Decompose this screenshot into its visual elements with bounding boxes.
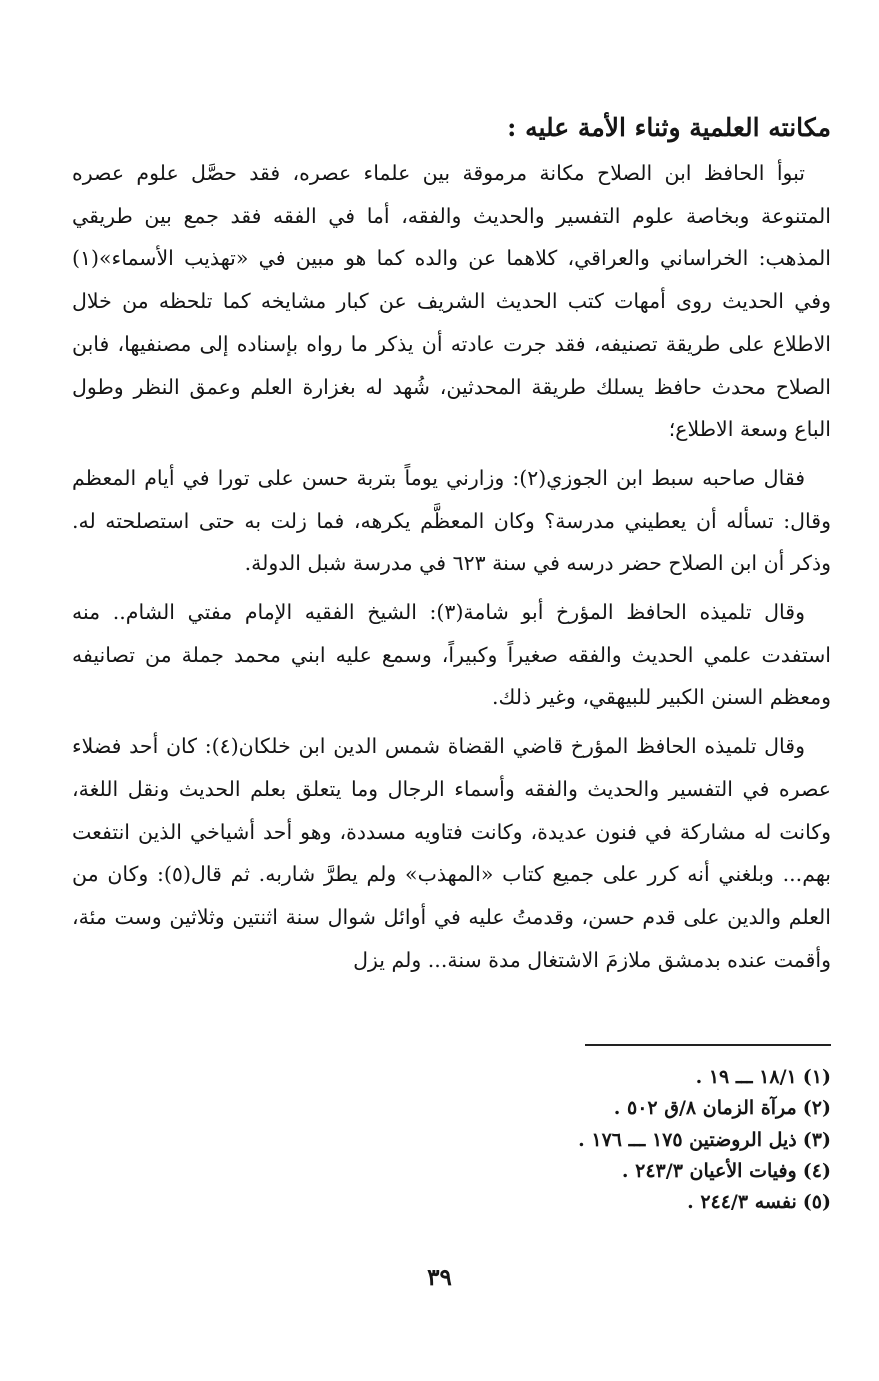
paragraph-sibt-ibn-al-jawzi — [72, 457, 831, 585]
footnote-item — [200, 1093, 831, 1124]
paragraph-ibn-khallikan — [72, 725, 831, 981]
footnote-number: (٤) — [802, 1159, 831, 1182]
paragraph-text: وقال تلميذه الحافظ المؤرخ قاضي القضاة شمس الدين ابن خلكان(٤): كان أحد فضلاء عصره في التفسير والحديث والفقه وأسماء الرجال وما يتعلق بعلم الحديث ونقل اللغة، وكانت له مشاركة في فنون عديدة، وكانت فتاويه مسددة، وهو أحد أشياخي الذين انتفعت بهم... وبلغني أنه كرر على جميع كتاب «المهذب» ولم يطرَّ شاربه. ثم قال(٥): وكان من العلم والدين على قدم حسن، وقدمتُ عليه في أوائل شوال سنة اثنتين وثلاثين وست مئة، وأقمت عنده بدمشق ملازمَ الاشتغال مدة سنة... ولم يزل — [72, 734, 832, 972]
footnote-text: ذيل الروضتين ١٧٥ ـــ ١٧٦ . — [578, 1128, 797, 1151]
footnote-number: (٥) — [802, 1191, 831, 1214]
paragraph-abu-shama — [72, 591, 831, 719]
section-heading: مكانته العلمية وثناء الأمة عليه : — [507, 113, 831, 142]
page-number: ٣٩ — [427, 1264, 452, 1291]
paragraph-standing — [72, 152, 831, 451]
footnote-text: مرآة الزمان ٨/ق ٥٠٢ . — [613, 1097, 797, 1120]
footnote-item — [200, 1062, 831, 1093]
footnote-divider — [585, 1044, 831, 1046]
footnote-item — [200, 1156, 831, 1187]
paragraph-text: وقال تلميذه الحافظ المؤرخ أبو شامة(٣): الشيخ الفقيه الإمام مفتي الشام.. منه استفدت علمي الحديث والفقه صغيراً وكبيراً، وسمع عليه ابني محمد جملة من تصانيفه ومعظم السنن الكبير للبيهقي، وغير ذلك. — [72, 600, 831, 710]
footnote-text: ١٨/١ ـــ ١٩ . — [695, 1066, 797, 1088]
footnote-number: (٢) — [802, 1097, 831, 1120]
footnote-number: (١) — [802, 1066, 831, 1088]
footnote-item — [200, 1125, 831, 1156]
footnote-text: وفيات الأعيان ٢٤٣/٣ . — [621, 1159, 797, 1182]
main-text — [72, 152, 831, 981]
footnote-text: نفسه ٢٤٤/٣ . — [687, 1191, 797, 1214]
footnote-number: (٣) — [802, 1128, 831, 1151]
footnote-item — [200, 1187, 831, 1218]
paragraph-text: فقال صاحبه سبط ابن الجوزي(٢): وزارني يوماً بتربة حسن على تورا في أيام المعظم وقال: تسأله أن يعطيني مدرسة؟ وكان المعظَّم يكرهه، فما زلت به حتى استصلحته له. وذكر أن ابن الصلاح حضر درسه في سنة ٦٢٣ في مدرسة شبل الدولة. — [72, 465, 831, 576]
paragraph-text: تبوأ الحافظ ابن الصلاح مكانة مرموقة بين علماء عصره، فقد حصَّل علوم عصره المتنوعة وبخاصة علوم التفسير والحديث والفقه، أما في الفقه فقد جمع بين طريقي المذهب: الخراساني والعراقي، كلاهما عن والده كما هو مبين في «تهذيب الأسماء»(١) وفي الحديث روى أمهات كتب الحديث الشريف عن كبار مشايخه كما تلحظه من خلال الاطلاع على طريقة تصنيفه، فقد جرت عادته أن يذكر ما رواه بإسناده إلى مصنفيها، فابن الصلاح محدث حافظ يسلك طريقة المحدثين، شُهد له بغزارة العلم وعمق النظر وطول الباع وسعة الاطلاع؛ — [72, 161, 831, 442]
footnotes-list — [200, 1062, 831, 1218]
